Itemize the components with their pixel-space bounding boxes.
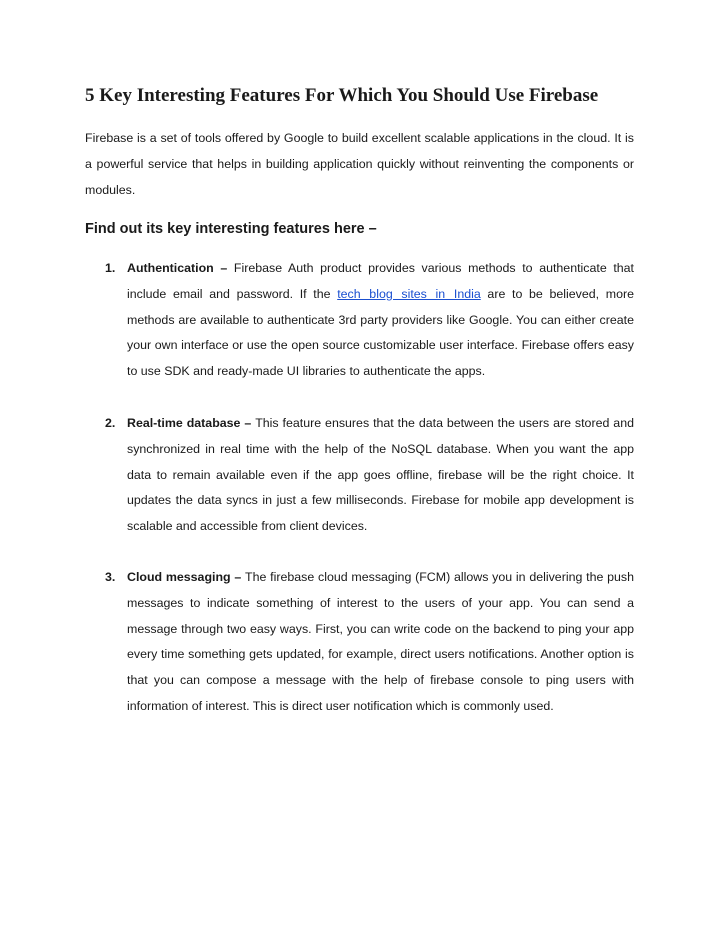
feature-name: Authentication — [127, 261, 214, 275]
feature-text: The firebase cloud messaging (FCM) allows you in delivering the push messages to indicate something of interest to the users of your app. You can send a message through two easy ways. First, you can write code on the backend to ping your app every time something gets updated, for example, direct users notifications. Another option is that you can compose a message with the help of firebase console to ping users with information of interest. This is direct user notification which is commonly used. — [127, 570, 634, 713]
feature-body — [127, 411, 634, 540]
page-title: 5 Key Interesting Features For Which You Should Use Firebase — [85, 85, 599, 106]
feature-body — [127, 565, 634, 720]
feature-text: Firebase Auth product provides various methods to authenticate that include email and password. If the — [127, 261, 634, 301]
feature-item-authentication — [105, 256, 634, 385]
feature-name: Cloud messaging — [127, 570, 231, 584]
feature-number: 1. — [105, 261, 116, 275]
feature-number: 2. — [105, 416, 116, 430]
feature-dash: – — [240, 416, 256, 430]
feature-text-continued: are to be believed, more methods are available to authenticate 3rd party providers like Google. You can either create your own interface or use the open source customizable user interface. Firebase offers easy to use SDK and ready-made UI libraries to authenticate the apps. — [127, 286, 634, 379]
feature-dash: – — [213, 261, 234, 275]
feature-item-realtime-database — [105, 411, 634, 540]
feature-number: 3. — [105, 570, 116, 584]
feature-text: This feature ensures that the data between the users are stored and synchronized in real time with the help of the NoSQL database. When you want the app data to remain available even if the app goes offline, firebase will be the right choice. It updates the data syncs in just a few milliseconds. Firebase for mobile app development is scalable and accessible from client devices. — [127, 416, 634, 534]
feature-name: Real-time database — [127, 416, 241, 430]
intro-paragraph: Firebase is a set of tools offered by Google to build excellent scalable applications in the cloud. It is a powerful service that helps in building application quickly without reinventing the components or modules. — [85, 131, 634, 197]
feature-item-cloud-messaging — [105, 565, 634, 720]
feature-body — [127, 256, 634, 385]
tech-blog-sites-link[interactable]: tech blog sites in India — [337, 286, 481, 301]
features-subheading: Find out its key interesting features here – — [85, 221, 377, 237]
feature-dash: – — [230, 570, 246, 584]
